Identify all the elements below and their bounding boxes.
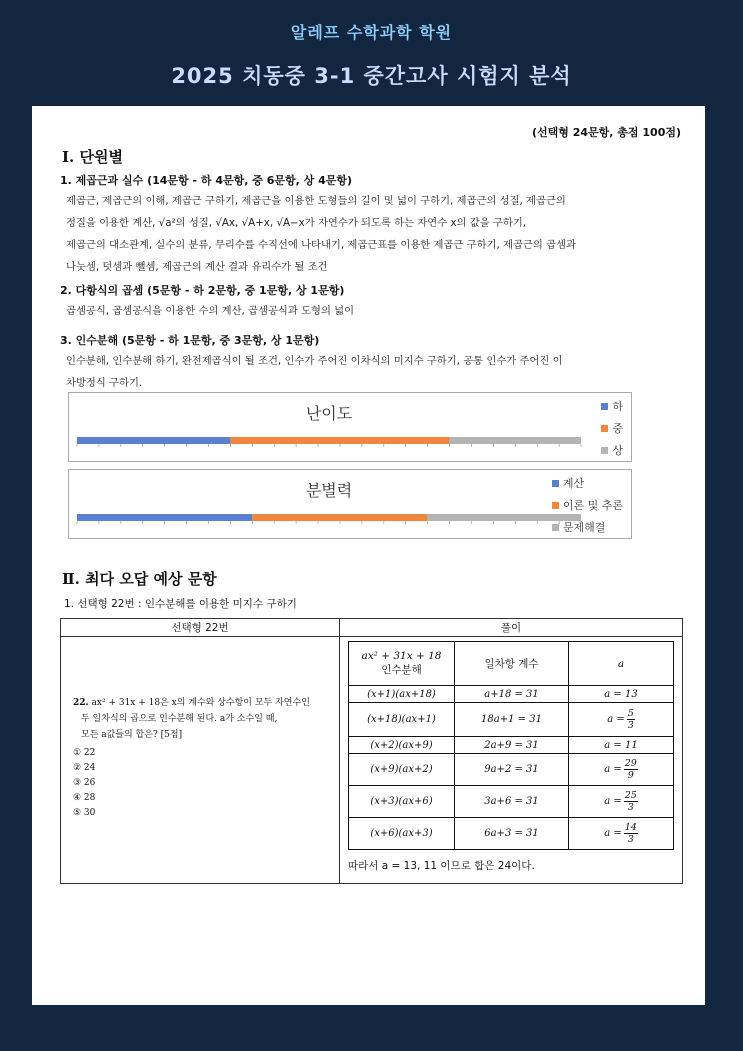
section2-subtitle: 1. 선택형 22번 : 인수분해를 이용한 미지수 구하기 <box>64 598 297 610</box>
bar-segment-0 <box>77 437 230 444</box>
page-title: 2025 치동중 3-1 중간고사 시험지 분석 <box>171 64 572 88</box>
question-cell <box>61 637 340 884</box>
question-line-2: 두 일차식의 곱으로 인수분해 된다. a가 소수일 때, <box>81 714 278 724</box>
sol-header-expr-sub: 인수분해 <box>381 664 422 676</box>
discrimination-chart-title: 분별력 <box>305 481 353 500</box>
bar-segment-1 <box>252 514 427 521</box>
discrimination-chart-plot <box>69 470 589 540</box>
sol-a <box>569 786 674 818</box>
sol-row <box>349 737 674 754</box>
unit-2-line-1: 곱셈공식, 곱셈공식을 이용한 수의 계산, 곱셈공식과 도형의 넓이 <box>66 305 355 317</box>
bar-segment-0 <box>77 514 252 521</box>
sol-a <box>569 818 674 850</box>
sol-a-prefix: a = <box>604 764 622 775</box>
document-page <box>32 106 705 1005</box>
unit-1 <box>60 172 682 278</box>
fraction-denominator: 3 <box>627 834 634 845</box>
solution-conclusion: 따라서 a = 13, 11 이므로 합은 24이다. <box>348 860 535 872</box>
legend-item-high <box>601 439 623 461</box>
legend-swatch <box>552 524 559 531</box>
question-number: 22. <box>73 698 89 708</box>
fraction-numerator: 14 <box>624 822 637 833</box>
academy-name: 알레프 수학과학 학원 <box>290 23 453 42</box>
question-choices <box>73 745 335 820</box>
sol-factor: (x+9)(ax+2) <box>349 754 455 786</box>
sol-row <box>349 786 674 818</box>
legend-swatch <box>552 480 559 487</box>
sol-factor: (x+2)(ax+9) <box>349 737 455 754</box>
question-line-3: 모든 a값들의 합은? [5점] <box>81 730 183 740</box>
unit-2-head: 2. 다항식의 곱셈 (5문항 - 하 2문항, 중 1문항, 상 1문항) <box>60 284 345 297</box>
sol-a <box>569 703 674 737</box>
legend-label: 상 <box>612 444 623 457</box>
sol-header-coef: 일차항 계수 <box>455 642 569 686</box>
difficulty-chart-plot <box>69 393 589 463</box>
discrimination-chart <box>68 469 632 539</box>
unit-3-body <box>60 350 682 394</box>
choice-3: ③ 26 <box>73 778 96 788</box>
choice-1: ① 22 <box>73 748 96 758</box>
fraction-denominator: 9 <box>627 770 634 781</box>
question-line-1 <box>73 695 335 711</box>
sol-a-prefix: a = <box>604 828 622 839</box>
unit-1-body <box>60 190 682 278</box>
unit-1-line-2: 정질을 이용한 계산, √a²의 성질, √Ax, √A+x, √A−x가 자연수가 되도록 하는 자연수 x의 값을 구하기, <box>66 217 527 229</box>
solution-cell <box>340 637 683 884</box>
legend-swatch <box>601 447 608 454</box>
legend-item-calc <box>552 472 623 494</box>
sol-a-fraction <box>624 822 638 845</box>
difficulty-chart-title: 난이도 <box>305 404 353 423</box>
legend-item-theory <box>552 494 623 516</box>
sol-a-prefix: a = <box>604 796 622 807</box>
sol-header-expr <box>349 642 455 686</box>
sol-coef: 9a+2 = 31 <box>455 754 569 786</box>
unit-1-head: 1. 제곱근과 실수 (14문항 - 하 4문항, 중 6문항, 상 4문항) <box>60 174 353 187</box>
fraction-denominator: 3 <box>627 802 634 813</box>
question-text <box>73 695 335 820</box>
unit-3-line-1: 인수분해, 인수분해 하기, 완전제곱식이 될 조건, 인수가 주어진 이차식의 미지수 구하기, 공통 인수가 주어진 이 <box>66 355 563 367</box>
legend-item-mid <box>601 417 623 439</box>
legend-swatch <box>552 502 559 509</box>
sol-a-prefix: a = <box>607 714 625 725</box>
bar-segment-2 <box>450 437 581 444</box>
sol-a: a = 11 <box>569 737 674 754</box>
unit-3-line-2: 차방정식 구하기. <box>66 377 143 389</box>
question-analysis-table <box>60 618 683 884</box>
sol-factor: (x+1)(ax+18) <box>349 686 455 703</box>
sol-coef: 6a+3 = 31 <box>455 818 569 850</box>
fraction-numerator: 25 <box>624 790 637 801</box>
legend-label: 이론 및 추론 <box>562 499 623 512</box>
legend-item-low <box>601 395 623 417</box>
sol-row <box>349 703 674 737</box>
sol-coef: 2a+9 = 31 <box>455 737 569 754</box>
sol-coef: a+18 = 31 <box>455 686 569 703</box>
bar-segment-1 <box>230 437 449 444</box>
legend-label: 중 <box>612 422 623 435</box>
sol-factor: (x+3)(ax+6) <box>349 786 455 818</box>
legend-item-problem <box>552 516 623 538</box>
solution-table <box>348 641 674 850</box>
sol-factor: (x+6)(ax+3) <box>349 818 455 850</box>
choice-5: ⑤ 30 <box>73 808 96 818</box>
sol-row <box>349 754 674 786</box>
sol-row <box>349 818 674 850</box>
fraction-denominator: 3 <box>627 720 634 731</box>
sol-a-fraction <box>627 708 635 731</box>
unit-1-line-1: 제곱근, 제곱근의 이해, 제곱근 구하기, 제곱근을 이용한 도형들의 길이 및 넓이 구하기, 제곱근의 성질, 제곱근의 <box>66 195 566 207</box>
sol-a-fraction <box>624 758 638 781</box>
sol-a-fraction <box>624 790 638 813</box>
section2-title: Ⅱ. 최다 오답 예상 문항 <box>62 570 217 588</box>
question-text-1: ax² + 31x + 18은 x의 계수와 상수항이 모두 자연수인 <box>91 698 310 708</box>
sol-a <box>569 754 674 786</box>
choice-2: ② 24 <box>73 763 96 773</box>
sol-coef: 18a+1 = 31 <box>455 703 569 737</box>
sol-factor: (x+18)(ax+1) <box>349 703 455 737</box>
section1-title: Ⅰ. 단원별 <box>62 148 123 166</box>
unit-3 <box>60 332 682 394</box>
unit-1-line-3: 제곱근의 대소관계, 실수의 분류, 무리수를 수직선에 나타내기, 제곱근표를 이용한 제곱근 구하기, 제곱근의 곱셈과 <box>66 239 576 251</box>
difficulty-chart <box>68 392 632 462</box>
unit-2 <box>60 282 682 322</box>
unit-3-head: 3. 인수분해 (5문항 - 하 1문항, 중 3문항, 상 1문항) <box>60 334 320 347</box>
fraction-numerator: 5 <box>627 708 634 719</box>
sol-header-expr-math: ax² + 31x + 18 <box>361 650 442 662</box>
sol-a: a = 13 <box>569 686 674 703</box>
unit-2-body <box>60 300 682 322</box>
legend-swatch <box>601 403 608 410</box>
difficulty-legend <box>601 395 623 461</box>
unit-1-line-4: 나눗셈, 덧셈과 뺄셈, 제곱근의 계산 결과 유리수가 될 조건 <box>66 261 328 273</box>
sol-row <box>349 686 674 703</box>
legend-label: 문제해결 <box>562 521 606 534</box>
discrimination-legend <box>552 472 623 538</box>
exam-meta: (선택형 24문항, 총점 100점) <box>532 126 681 139</box>
choice-4: ④ 28 <box>73 793 96 803</box>
col-question-header: 선택형 22번 <box>61 619 340 637</box>
fraction-numerator: 29 <box>624 758 637 769</box>
col-solution-header: 풀이 <box>340 619 683 637</box>
sol-header-a: a <box>569 642 674 686</box>
legend-label: 계산 <box>562 477 585 490</box>
legend-label: 하 <box>612 400 623 413</box>
sol-coef: 3a+6 = 31 <box>455 786 569 818</box>
legend-swatch <box>601 425 608 432</box>
